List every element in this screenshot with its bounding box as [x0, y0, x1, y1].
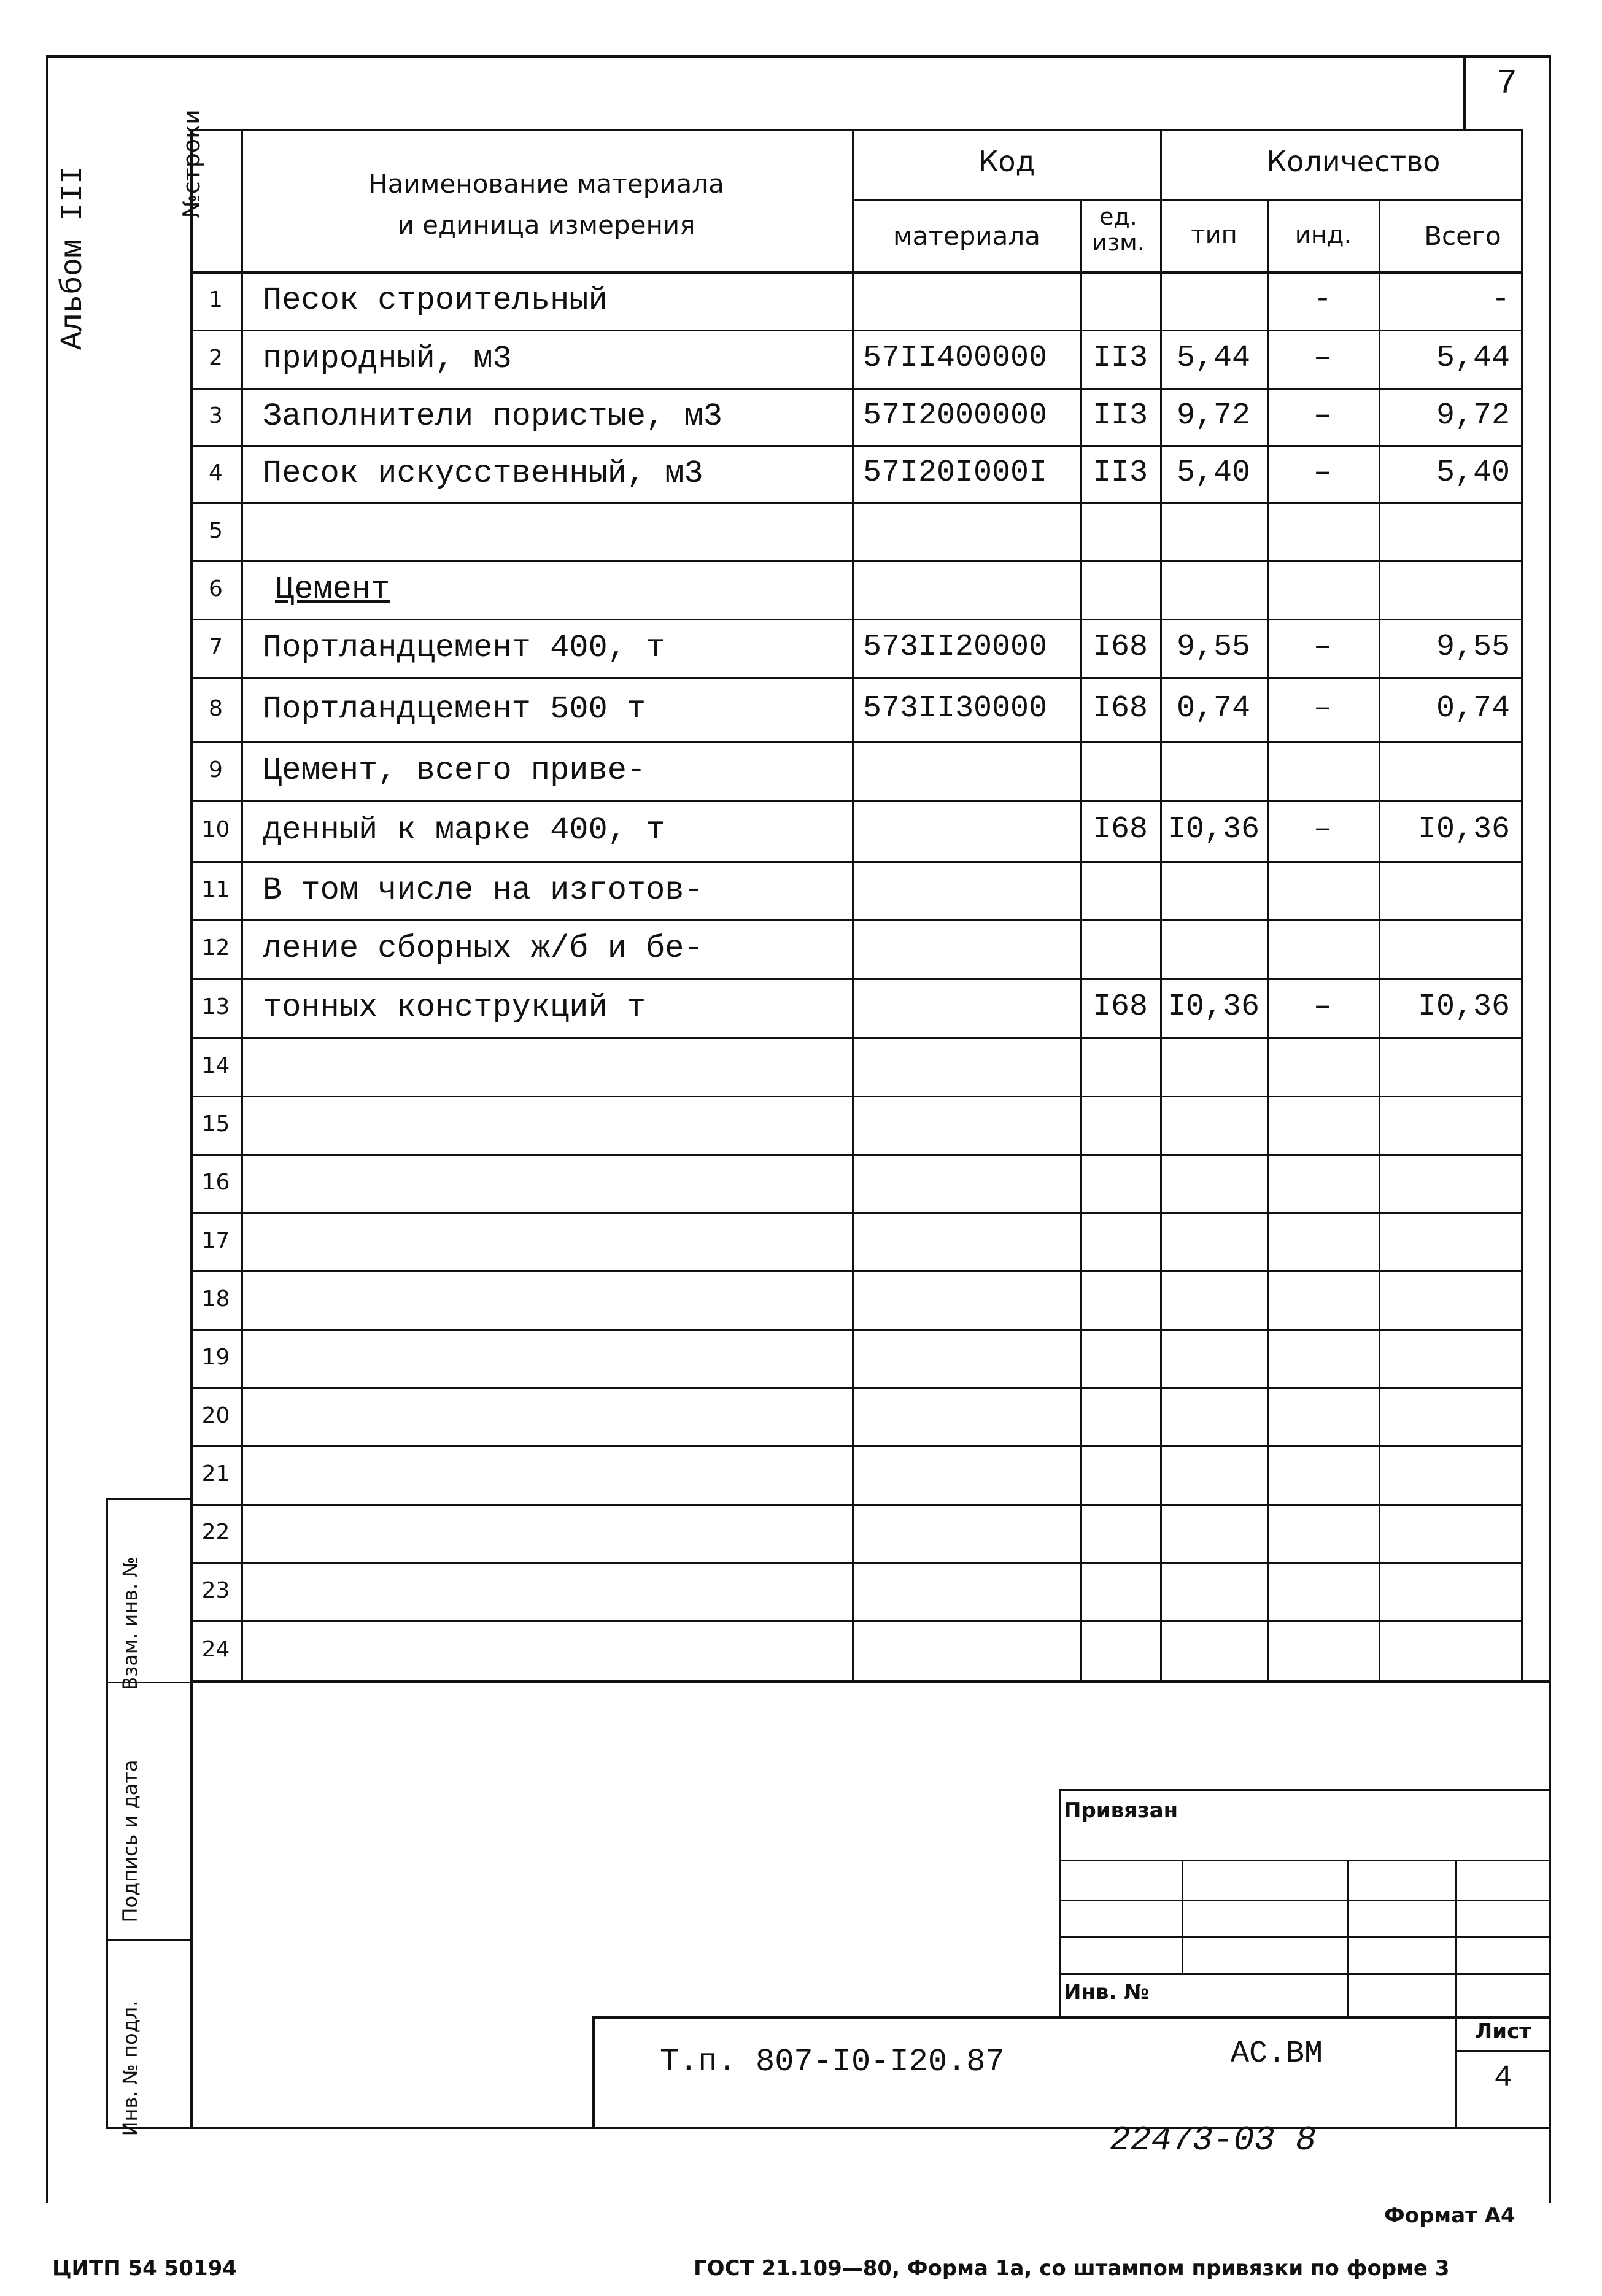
row-line: [190, 861, 1521, 863]
row-number: 24: [201, 1637, 230, 1662]
row-unit: II3: [1092, 398, 1148, 433]
header-bottom-line: [190, 271, 1521, 274]
row-number: 19: [201, 1344, 230, 1370]
row-code: 573II30000: [863, 690, 1048, 726]
row-line: [190, 1562, 1521, 1564]
row-qty-ind: –: [1313, 690, 1332, 726]
footer-left: ЦИТП 54 50194: [52, 2256, 237, 2281]
header-code-material: материала: [892, 221, 1040, 251]
row-qty-total: I0,36: [1417, 989, 1510, 1024]
row-name: Портландцемент 500 т: [263, 690, 646, 727]
stamp-col3: [1455, 1860, 1457, 2016]
frame-right: [1549, 55, 1551, 2203]
row-line: [190, 502, 1521, 504]
row-qty-ind: –: [1313, 455, 1332, 490]
row-qty-total: I0,36: [1417, 812, 1510, 847]
stamp-col1: [1182, 1860, 1183, 1973]
album-label: Альбом III: [56, 165, 91, 350]
row-code: 57I20I000I: [863, 455, 1048, 490]
stamp-privyazan: Привязан: [1064, 1798, 1178, 1823]
row-name: Цемент: [275, 571, 390, 608]
row-code: 573II20000: [863, 629, 1048, 665]
row-line: [190, 677, 1521, 679]
row-line: [190, 560, 1521, 562]
row-number: 3: [209, 403, 223, 428]
row-qty-ind: –: [1313, 629, 1332, 665]
row-unit: I68: [1092, 812, 1148, 847]
row-qty-total: -: [1491, 282, 1510, 317]
row-number: 17: [201, 1227, 230, 1253]
row-name: природный, м3: [263, 340, 512, 377]
row-name: Песок искусственный, м3: [263, 455, 703, 492]
row-line: [190, 445, 1521, 447]
row-line: [190, 978, 1521, 980]
row-unit: I68: [1092, 690, 1148, 726]
header-q-total: Всего: [1424, 221, 1501, 251]
col-line-right: [1521, 129, 1523, 1680]
stamp-row2: [1059, 1900, 1551, 1901]
row-qty-total: 9,72: [1436, 398, 1510, 433]
stamp-sheet-label: Лист: [1475, 2019, 1531, 2044]
header-top-line: [190, 129, 1521, 131]
row-number: 5: [209, 517, 223, 543]
stamp-row3: [1059, 1936, 1551, 1938]
row-qty-type: 5,44: [1176, 340, 1251, 376]
row-unit: II3: [1092, 340, 1148, 376]
row-line: [190, 1270, 1521, 1272]
title-block-sheet-sep: [1455, 2050, 1551, 2052]
header-sub-line: [852, 199, 1521, 201]
row-qty-type: 9,72: [1176, 398, 1251, 433]
row-number: 11: [201, 876, 230, 902]
stamp-sheet-no: 4: [1493, 2061, 1512, 2096]
row-line: [190, 1154, 1521, 1156]
row-line: [190, 1212, 1521, 1214]
row-qty-type: I0,36: [1167, 989, 1260, 1024]
row-line: [190, 1096, 1521, 1097]
stamp-doc-code: Т.п. 807-I0-I20.87: [660, 2044, 1005, 2080]
page-box-left: [1463, 55, 1466, 129]
stamp-top: [1059, 1789, 1551, 1791]
row-number: 2: [209, 345, 223, 371]
row-number: 18: [201, 1286, 230, 1312]
row-number: 10: [201, 817, 230, 842]
row-name: Песок строительный: [263, 282, 608, 319]
format-label: Формат А4: [1384, 2203, 1515, 2228]
page-number: 7: [1496, 64, 1517, 103]
row-unit: I68: [1092, 989, 1148, 1024]
row-name: Заполнители пористые, м3: [263, 398, 722, 435]
row-line: [190, 1387, 1521, 1389]
side-stamp-inner: [190, 1680, 193, 2127]
row-number: 7: [209, 634, 223, 660]
header-name-line1: Наименование материала: [368, 169, 724, 199]
side-stamp-top: [106, 1498, 192, 1500]
footer-right: ГОСТ 21.109—80, Форма 1а, со штампом привязки по форме 3: [694, 2256, 1450, 2281]
title-block-top: [592, 2016, 1551, 2019]
row-unit: II3: [1092, 455, 1148, 490]
row-qty-total: 5,44: [1436, 340, 1510, 376]
header-unit: ед. изм.: [1092, 203, 1145, 256]
col-line-type: [1160, 129, 1162, 1680]
row-number: 14: [201, 1053, 230, 1078]
row-line: [190, 1037, 1521, 1039]
row-name: тонных конструкций т: [263, 989, 646, 1026]
row-name: Цемент, всего приве-: [263, 752, 646, 789]
side-label-vzam: Взам. инв. №: [118, 1556, 142, 1690]
row-qty-total: 5,40: [1436, 455, 1510, 490]
col-line-total: [1379, 199, 1380, 1680]
row-number: 8: [209, 695, 223, 721]
side-label-inv-podl: Инв. № подл.: [118, 2000, 142, 2136]
row-qty-total: 9,55: [1436, 629, 1510, 665]
row-qty-ind: –: [1313, 812, 1332, 847]
row-qty-ind: –: [1313, 989, 1332, 1024]
row-code: 57I2000000: [863, 398, 1048, 433]
row-number: 23: [201, 1577, 230, 1603]
row-line: [190, 800, 1521, 802]
row-number: 4: [209, 460, 223, 485]
row-qty-ind: -: [1313, 282, 1332, 317]
row-line: [190, 1620, 1521, 1622]
stamp-row1: [1059, 1860, 1551, 1861]
row-line: [190, 1329, 1521, 1331]
row-number: 1: [209, 287, 223, 312]
row-unit: I68: [1092, 629, 1148, 665]
frame-left: [46, 55, 48, 2203]
handwritten-number: 22473-03 8: [1110, 2120, 1317, 2160]
header-q-ind: инд.: [1294, 221, 1352, 249]
row-number: 22: [201, 1519, 230, 1545]
row-name: Портландцемент 400, т: [263, 629, 665, 666]
row-qty-type: I0,36: [1167, 812, 1260, 847]
row-line: [190, 741, 1521, 743]
row-number: 20: [201, 1402, 230, 1428]
header-code: Код: [978, 145, 1035, 178]
header-row-no: №строки: [178, 109, 205, 218]
stamp-col2: [1347, 1860, 1349, 2016]
stamp-left: [1059, 1789, 1061, 2016]
header-name-line2: и единица измерения: [397, 210, 695, 240]
frame-top: [46, 55, 1551, 58]
row-qty-total: 0,74: [1436, 690, 1510, 726]
table-bottom-line: [190, 1680, 1551, 1683]
row-line: [190, 1504, 1521, 1506]
header-quantity: Количество: [1266, 145, 1441, 178]
row-name: ление сборных ж/б и бе-: [263, 930, 703, 967]
side-stamp-outer: [106, 1498, 108, 2127]
row-qty-type: 9,55: [1176, 629, 1251, 665]
row-qty-type: 0,74: [1176, 690, 1251, 726]
row-number: 13: [201, 994, 230, 1019]
col-line-name: [241, 129, 243, 1680]
row-name: денный к марке 400, т: [263, 812, 665, 848]
row-number: 12: [201, 935, 230, 961]
row-number: 6: [209, 576, 223, 601]
row-line: [190, 919, 1521, 921]
row-line: [190, 619, 1521, 620]
row-line: [190, 1445, 1521, 1447]
row-number: 16: [201, 1169, 230, 1195]
bottom-line: [190, 2127, 1551, 2129]
row-number: 9: [209, 757, 223, 783]
row-number: 15: [201, 1111, 230, 1137]
row-code: 57II400000: [863, 340, 1048, 376]
title-block-left: [592, 2016, 595, 2127]
row-line: [190, 330, 1521, 331]
stamp-inv-no: Инв. №: [1064, 1980, 1150, 2004]
row-line: [190, 388, 1521, 390]
side-label-podpis: Подпись и дата: [118, 1760, 142, 1923]
stamp-row4: [1059, 1973, 1551, 1975]
row-qty-ind: –: [1313, 340, 1332, 376]
row-qty-type: 5,40: [1176, 455, 1251, 490]
row-number: 21: [201, 1461, 230, 1486]
stamp-doc-mark: АС.ВМ: [1231, 2036, 1323, 2071]
row-name: В том числе на изготов-: [263, 872, 703, 908]
header-q-type: тип: [1191, 221, 1237, 249]
row-qty-ind: –: [1313, 398, 1332, 433]
